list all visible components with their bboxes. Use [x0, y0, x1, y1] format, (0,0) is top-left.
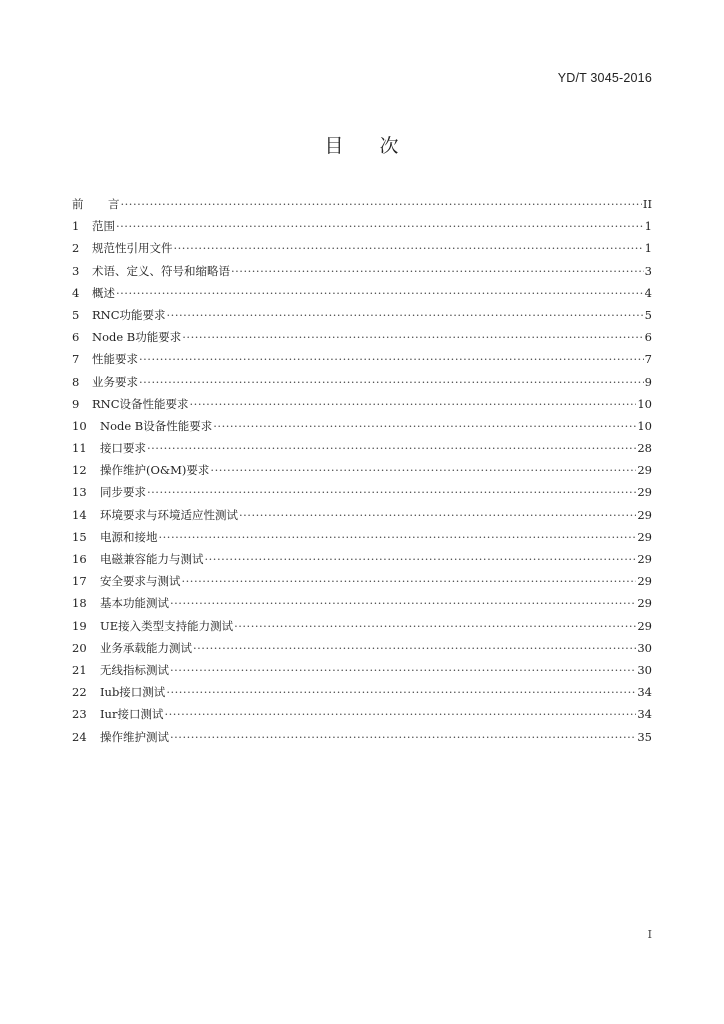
toc-entry-page: 1 [644, 241, 652, 256]
toc-entry[interactable] [72, 481, 652, 503]
toc-entry[interactable] [72, 592, 652, 614]
toc-entry-label: 接口要求 [100, 441, 146, 456]
toc-leader-dots [159, 526, 637, 548]
toc-entry-number: 7 [72, 352, 80, 367]
toc-leader-dots [116, 215, 644, 237]
toc-entry[interactable] [72, 615, 652, 637]
toc-entry-number: 22 [72, 685, 87, 700]
toc-entry[interactable] [72, 282, 652, 304]
toc-entry-foreword[interactable] [72, 193, 652, 215]
toc-entry[interactable] [72, 393, 652, 415]
toc-leader-dots [190, 393, 637, 415]
toc-entry[interactable] [72, 681, 652, 703]
toc-entry-number: 16 [72, 552, 87, 566]
toc-entry-label: 操作维护(O&M)要求 [100, 463, 210, 478]
toc-entry[interactable] [72, 437, 652, 459]
toc-entry-number: 15 [72, 529, 87, 544]
toc-entry-number: 8 [72, 374, 80, 389]
toc-entry[interactable] [72, 637, 652, 659]
toc-entry-page: 35 [637, 729, 652, 744]
toc-entry-number: 11 [72, 441, 87, 456]
toc-entry-page: 34 [637, 685, 652, 700]
toc-entry[interactable] [72, 237, 652, 259]
toc-leader-dots [213, 415, 636, 437]
toc-entry-page: 7 [644, 352, 652, 367]
toc-entry-page: 5 [644, 307, 652, 322]
toc-leader-dots [116, 282, 644, 304]
toc-entry-label: 言 [108, 197, 120, 211]
toc-entry-number: 14 [72, 507, 87, 522]
toc-entry-page: 29 [637, 618, 652, 633]
toc-leader-dots [170, 726, 636, 748]
page-number: I [647, 928, 652, 941]
toc-entry-label: 概述 [92, 285, 115, 300]
toc-entry[interactable] [72, 504, 652, 526]
toc-entry-number: 前 [72, 197, 84, 211]
toc-entry-number: 24 [72, 729, 87, 744]
toc-entry-label: 规范性引用文件 [92, 241, 173, 256]
toc-entry[interactable] [72, 659, 652, 681]
toc-entry-page: 6 [644, 330, 652, 345]
toc-entry-label: 安全要求与测试 [100, 574, 181, 589]
toc-entry-label: Node B设备性能要求 [100, 418, 213, 433]
toc-entry-label: 业务要求 [92, 374, 138, 389]
toc-entry[interactable] [72, 326, 652, 348]
toc-entry-page: 10 [637, 418, 652, 433]
toc-leader-dots [239, 504, 636, 526]
toc-leader-dots [147, 437, 636, 459]
toc-entry-page: 1 [644, 219, 652, 234]
toc-leader-dots [231, 260, 644, 282]
toc-entry-label: RNC设备性能要求 [92, 396, 189, 411]
toc-entry-number: 2 [72, 241, 80, 256]
toc-entry-number: 4 [72, 285, 80, 300]
toc-entry-label: UE接入类型支持能力测试 [100, 618, 234, 633]
toc-leader-dots [166, 681, 636, 703]
toc-entry-page: II [642, 197, 652, 211]
toc-entry[interactable] [72, 703, 652, 725]
toc-entry[interactable] [72, 548, 652, 570]
toc-entry-page: 29 [637, 507, 652, 522]
toc-entry-label: 术语、定义、符号和缩略语 [92, 263, 230, 278]
toc-entry-label: 性能要求 [92, 352, 138, 367]
toc-entry-page: 28 [637, 441, 652, 456]
toc-entry-page: 29 [637, 485, 652, 500]
toc-entry-page: 29 [637, 596, 652, 611]
toc-entry[interactable] [72, 260, 652, 282]
toc-entry-page: 3 [644, 263, 652, 278]
toc-entry-number: 6 [72, 330, 80, 345]
toc-entry[interactable] [72, 215, 652, 237]
toc-entry[interactable] [72, 304, 652, 326]
toc-entry-label: 电源和接地 [100, 529, 158, 544]
toc-entry-page: 29 [637, 552, 652, 566]
toc-entry-number: 17 [72, 574, 87, 589]
toc-leader-dots [234, 615, 636, 637]
toc-entry-page: 9 [644, 374, 652, 389]
toc-entry-label: Iub接口测试 [100, 685, 166, 700]
toc-entry[interactable] [72, 570, 652, 592]
toc-entry[interactable] [72, 526, 652, 548]
toc-leader-dots [182, 570, 637, 592]
toc-entry-page: 30 [637, 662, 652, 677]
toc-entry-number: 18 [72, 596, 87, 611]
toc-entry[interactable] [72, 726, 652, 748]
toc-entry-number: 3 [72, 263, 80, 278]
toc-entry-label: 环境要求与环境适应性测试 [100, 507, 238, 522]
toc-entry-number: 5 [72, 307, 80, 322]
toc-entry[interactable] [72, 459, 652, 481]
toc-title: 目 次 [324, 135, 400, 157]
document-code: YD/T 3045-2016 [557, 71, 652, 85]
toc-entry-page: 34 [637, 707, 652, 722]
toc-leader-dots [147, 481, 636, 503]
toc-leader-dots [170, 659, 636, 681]
toc-entry-label: 电磁兼容能力与测试 [100, 552, 204, 566]
toc-entry-label: 范围 [92, 219, 115, 234]
toc-entry-number: 10 [72, 418, 87, 433]
toc-leader-dots [121, 193, 642, 215]
toc-entry-page: 29 [637, 529, 652, 544]
toc-entry[interactable] [72, 348, 652, 370]
toc-entry-page: 10 [637, 396, 652, 411]
toc-entry-number: 23 [72, 707, 87, 722]
toc-entry-label: 无线指标测试 [100, 662, 169, 677]
toc-leader-dots [139, 371, 644, 393]
toc-leader-dots [164, 703, 636, 725]
toc-entry-number: 9 [72, 396, 80, 411]
toc-entry-number: 13 [72, 485, 87, 500]
table-of-contents [72, 193, 652, 748]
toc-leader-dots [139, 348, 644, 370]
toc-entry-number: 12 [72, 463, 87, 478]
toc-entry-number: 20 [72, 640, 87, 655]
toc-entry-number: 21 [72, 662, 87, 677]
toc-entry-page: 29 [637, 463, 652, 478]
toc-leader-dots [210, 459, 636, 481]
toc-entry-label: 操作维护测试 [100, 729, 169, 744]
toc-entry-number: 1 [72, 219, 80, 234]
toc-entry-page: 29 [637, 574, 652, 589]
toc-entry-label: 基本功能测试 [100, 596, 169, 611]
toc-entry[interactable] [72, 371, 652, 393]
toc-leader-dots [167, 304, 644, 326]
toc-leader-dots [170, 592, 636, 614]
toc-leader-dots [205, 548, 637, 570]
toc-entry-number: 19 [72, 618, 87, 633]
toc-leader-dots [193, 637, 636, 659]
toc-entry-label: Iur接口测试 [100, 707, 164, 722]
toc-leader-dots [174, 237, 644, 259]
toc-leader-dots [182, 326, 643, 348]
toc-entry-page: 30 [637, 640, 652, 655]
toc-entry[interactable] [72, 415, 652, 437]
toc-entry-label: 业务承载能力测试 [100, 640, 192, 655]
toc-entry-page: 4 [644, 285, 652, 300]
toc-entry-label: RNC功能要求 [92, 307, 166, 322]
toc-entry-label: 同步要求 [100, 485, 146, 500]
toc-entry-label: Node B功能要求 [92, 330, 182, 345]
